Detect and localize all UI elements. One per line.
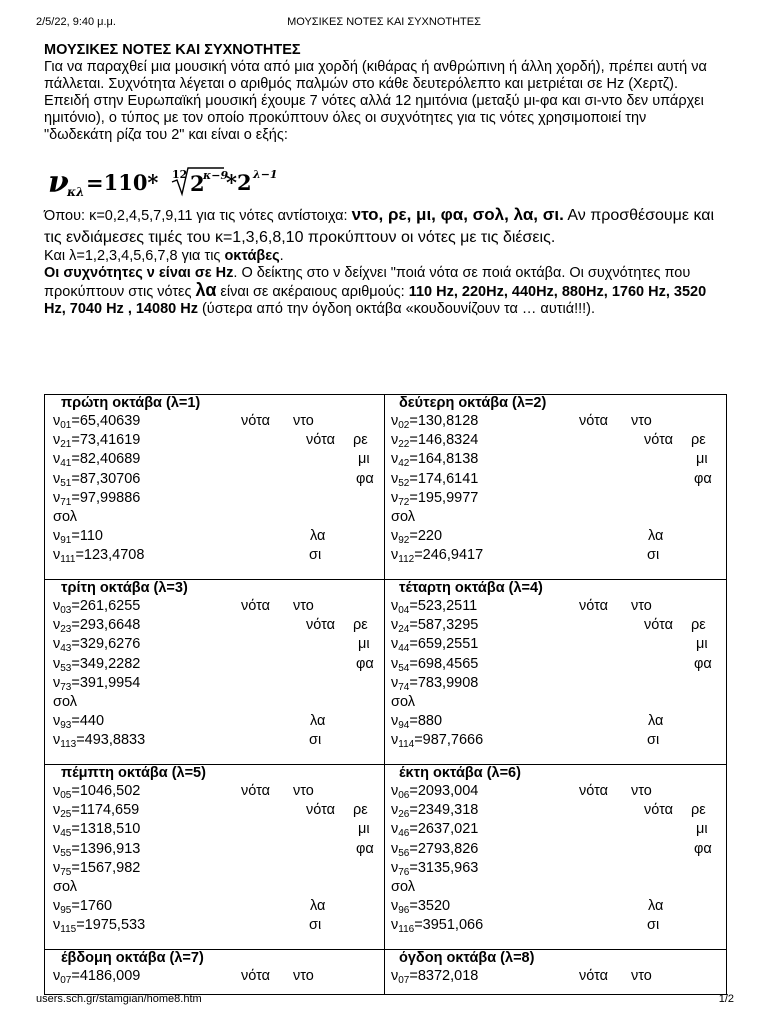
frequency-formula [46,158,716,204]
note-name: ντο [631,598,652,614]
note-name: σι [647,732,660,749]
note-frequency-row [391,859,726,878]
note-name: μι [358,636,370,653]
note-frequency: $\nu_{92}=220$ [391,528,443,547]
octave-cell [45,395,385,580]
print-title: ΜΟΥΣΙΚΕΣ ΝΟΤΕΣ ΚΑΙ ΣΥΧΝΟΤΗΤΕΣ [287,16,481,28]
note-frequency: $\nu_{113}=493,8833$ [53,732,146,751]
note-word: νότα [306,617,336,634]
frequency-value: =1396,913 [71,840,141,857]
note-frequency: $\nu_{22}=146,8324$ [391,432,479,451]
frequency-value: =73,41619 [71,432,141,449]
frequency-index: 53 [60,662,72,674]
k-values-paragraph [44,204,716,248]
note-frequency: $\nu_{07}=4186,009$ [53,968,141,986]
octave-title: έβδομη οκτάβα (λ=7) [61,950,204,966]
note-frequency: $\nu_{45}=1318,510$ [53,821,141,840]
note-name: λα [310,528,326,545]
k-values-sharps: Αν προσθέσουμε και τις ενδιάμεσες τιμές του κ=1,3,6,8,10 προκύπτουν οι νότες με τις διέσεις. [44,207,715,246]
frequency-value: =1760 [71,898,113,915]
note-name: σολ [53,508,77,525]
note-frequency-row [53,635,384,654]
note-frequency-row [391,431,726,450]
formula-nu: ν [48,165,69,200]
note-name: σι [309,917,322,934]
frequency-index: 51 [60,477,72,489]
frequency-index: 92 [398,535,410,547]
note-frequency: $\nu_{07}=8372,018$ [391,968,479,986]
octave-table-row [45,395,727,580]
octave-title: όγδοη οκτάβα (λ=8) [399,950,535,966]
frequency-value: =1567,982 [71,859,141,876]
octave-table-row [45,765,727,950]
note-word: νότα [579,413,609,429]
octave-cell [385,395,727,580]
note-frequency: $\nu_{114}=987,7666$ [391,732,484,751]
frequency-value: =261,6255 [71,598,141,614]
frequency-value: =349,2282 [71,655,141,672]
frequency-value: =4186,009 [71,968,141,984]
frequency-index: 02 [398,420,410,431]
note-word: νότα [579,968,609,984]
note-frequency: $\nu_{95}=1760$ [53,898,113,917]
octave-cell [45,765,385,950]
octave-title: τρίτη οκτάβα (λ=3) [61,580,188,596]
note-name: ντο [293,413,314,429]
note-name: φα [694,470,712,487]
frequency-index: 07 [398,975,410,986]
page-title: ΜΟΥΣΙΚΕΣ ΝΟΤΕΣ ΚΑΙ ΣΥΧΝΟΤΗΤΕΣ [44,42,301,58]
note-frequency-row [53,450,384,469]
frequency-index: 115 [60,924,77,936]
note-name: σολ [391,693,415,710]
note-frequency: $\nu_{41}=82,40689$ [53,451,141,470]
note-name: ντο [631,968,652,984]
frequency-value: =1174,659 [71,802,140,819]
note-word: νότα [241,968,271,984]
formula-root-index: 12 [172,168,188,181]
frequency-value: =493,8833 [76,732,146,749]
note-name: ντο [293,968,314,984]
frequency-index: 94 [398,720,410,732]
note-name: λα [310,898,326,915]
frequency-index: 72 [398,496,410,508]
document-body [44,42,716,318]
note-frequency: $\nu_{06}=2093,004$ [391,783,479,801]
frequency-index: 114 [398,739,415,751]
note-frequency: $\nu_{05}=1046,502$ [53,783,141,801]
frequency-index: 93 [60,720,72,732]
note-frequency: $\nu_{42}=164,8138$ [391,451,479,470]
note-frequency-row [391,782,726,801]
freq-text-b: είναι σε ακέραιους αριθμούς: [216,284,409,300]
frequency-value: =195,9977 [409,489,479,506]
frequency-index: 23 [60,624,72,636]
note-frequency: $\nu_{54}=698,4565$ [391,655,479,674]
note-name: ρε [691,432,706,449]
frequency-index: 44 [398,643,410,655]
frequency-value: =87,30706 [71,470,141,487]
note-frequency-row [391,916,726,935]
print-date: 2/5/22, 9:40 μ.μ. [36,16,116,28]
note-name: σολ [53,878,77,895]
formula-base: 2 [190,171,205,196]
note-frequency: $\nu_{24}=587,3295$ [391,617,479,636]
note-frequency: $\nu_{56}=2793,826$ [391,840,479,859]
note-frequency: $\nu_{55}=1396,913$ [53,840,141,859]
note-frequency-row [53,616,384,635]
note-name: φα [356,655,374,672]
note-frequency-row [391,546,726,565]
frequency-value: =2349,318 [409,802,479,819]
frequency-index: 26 [398,809,410,821]
octave-cell [45,950,385,995]
note-frequency: $\nu_{23}=293,6648$ [53,617,141,636]
note-frequency: $\nu_{02}=130,8128$ [391,413,479,431]
frequency-value: =82,40689 [71,451,141,468]
note-frequency-row [53,820,384,839]
frequency-value: =2793,826 [409,840,479,857]
note-name: σι [309,732,322,749]
k-values-notes: ντο, ρε, μι, φα, σολ, λα, σι. [351,205,564,224]
lambda-dot: . [279,248,284,264]
note-name: μι [358,451,370,468]
note-frequency-row [391,597,726,616]
frequency-value: =2637,021 [409,821,479,838]
note-name: ρε [691,617,706,634]
note-name: λα [648,528,664,545]
frequency-index: 22 [398,439,410,451]
note-frequency-row [53,801,384,820]
note-frequency-row [53,731,384,750]
note-word: νότα [306,802,336,819]
note-name: λα [648,713,664,730]
note-word: νότα [241,598,271,614]
freq-la-values: 110 Hz, 220Hz, 440Hz, 880Hz, 1760 Hz, 3520 Hz, 7040 Hz , 14080 Hz [44,284,707,317]
note-frequency: $\nu_{43}=329,6276$ [53,636,141,655]
frequency-index: 06 [398,790,410,801]
note-frequency-row [391,801,726,820]
note-name: μι [696,451,708,468]
note-frequency: $\nu_{44}=659,2551$ [391,636,479,655]
note-name: ρε [353,617,368,634]
frequency-index: 42 [398,458,410,470]
formula-exp1: κ−9 [203,169,229,182]
frequency-index: 24 [398,624,410,636]
frequency-value: =65,40639 [71,413,141,429]
note-frequency: $\nu_{91}=110$ [53,528,103,547]
frequency-value: =880 [409,713,443,730]
frequency-value: =110 [71,528,103,545]
frequency-value: =130,8128 [409,413,479,429]
octave-cell [385,765,727,950]
note-name: ντο [293,783,314,799]
note-name: σολ [391,508,415,525]
frequency-value: =1975,533 [76,917,146,934]
note-frequency: $\nu_{26}=2349,318$ [391,802,479,821]
note-name-row [391,508,726,527]
frequency-index: 45 [60,828,72,840]
note-frequency-row [53,840,384,859]
note-frequency: $\nu_{76}=3135,963$ [391,859,479,878]
note-name: ρε [353,802,368,819]
frequency-value: =164,8138 [409,451,479,468]
note-frequency-row [53,546,384,565]
note-frequency-row [53,470,384,489]
frequency-index: 01 [60,420,72,431]
freq-la: λα [195,280,217,300]
note-frequency: $\nu_{71}=97,99886$ [53,489,141,508]
note-name-row [391,693,726,712]
note-frequency: $\nu_{96}=3520$ [391,898,451,917]
frequency-value: =391,9954 [71,674,141,691]
frequency-index: 113 [60,739,77,751]
frequency-value: =523,2511 [409,598,478,614]
note-frequency: $\nu_{52}=174,6141$ [391,470,479,489]
note-name: φα [694,655,712,672]
note-name: μι [358,821,370,838]
formula-nu-sub: κλ [67,185,85,199]
note-frequency: $\nu_{112}=246,9417$ [391,547,484,566]
note-frequency: $\nu_{25}=1174,659$ [53,802,140,821]
frequency-index: 73 [60,681,72,693]
note-frequency-row [391,674,726,693]
frequency-index: 07 [60,975,72,986]
frequency-value: =3135,963 [409,859,479,876]
frequency-value: =659,2551 [409,636,479,653]
frequency-index: 25 [60,809,72,821]
note-name-row [391,878,726,897]
lambda-paragraph [44,248,716,265]
frequency-value: =97,99886 [71,489,141,506]
frequency-value: =440 [71,713,105,730]
note-frequency: $\nu_{75}=1567,982$ [53,859,141,878]
note-frequency-row [391,450,726,469]
note-name: φα [356,840,374,857]
octave-cell [385,580,727,765]
note-word: νότα [644,432,674,449]
freq-unit-note: Οι συχνότητες ν είναι σε Hz [44,265,234,281]
note-frequency-row [53,527,384,546]
note-frequency: $\nu_{46}=2637,021$ [391,821,479,840]
note-name: σι [309,547,322,564]
frequency-value: =587,3295 [409,617,479,634]
octaves-table [44,394,727,995]
octave-title: έκτη οκτάβα (λ=6) [399,765,521,781]
frequency-index: 95 [60,905,72,917]
note-frequency: $\nu_{115}=1975,533$ [53,917,146,936]
note-frequency-row [53,655,384,674]
intro-paragraph: Για να παραχθεί μια μουσική νότα από μια χορδή (κιθάρας ή ανθρώπινη ή άλλη χορδή), πρέπει αυτή να πάλλεται. Συχνότητα λέγεται ο αριθμός παλμών στο κάθε δευτερόλεπτο και μετριέται σε Hz (Χερτζ). Επειδή στην Ευρωπαϊκή μουσική έχουμε 7 νότες αλλά 12 ημιτόνια (μεταξύ μι-φα και σι-ντο δεν υπάρχει ημιτόνιο), ο τύπος με τον οποίο προκύπτουν όλες οι συχνότητες για τις νότες χρησιμοποιεί την "δωδεκάτη ρίζα του 2" και είναι ο εξής: [44,59,707,143]
freq-text-c: (ύστερα από την όγδοη οκτάβα «κουδουνίζουν τα … αυτιά!!!). [197,301,596,317]
note-frequency-row [53,597,384,616]
octave-title: τέταρτη οκτάβα (λ=4) [399,580,543,596]
note-word: νότα [306,432,336,449]
note-frequency: $\nu_{74}=783,9908$ [391,674,479,693]
note-name-row [53,878,384,897]
frequency-index: 56 [398,847,410,859]
note-frequency-row [391,655,726,674]
frequency-value: =698,4565 [409,655,479,672]
note-name: λα [648,898,664,915]
frequency-value: =246,9417 [414,547,484,564]
note-frequency-row [391,967,726,986]
frequency-index: 75 [60,866,72,878]
frequency-value: =783,9908 [409,674,479,691]
formula-mid: *2 [226,170,252,195]
note-frequency-row [53,412,384,431]
frequency-value: =220 [409,528,443,545]
frequency-index: 04 [398,605,410,616]
note-name: ρε [691,802,706,819]
note-word: νότα [644,802,674,819]
frequency-index: 74 [398,681,410,693]
note-frequency: $\nu_{04}=523,2511$ [391,598,478,616]
note-word: νότα [579,598,609,614]
note-name-row [53,693,384,712]
note-frequency-row [391,731,726,750]
note-frequency-row [391,897,726,916]
lambda-text: Και λ=1,2,3,4,5,6,7,8 για τις [44,248,225,264]
note-name: λα [310,713,326,730]
note-frequency: $\nu_{93}=440$ [53,713,105,732]
frequency-index: 111 [60,554,76,566]
note-frequency: $\nu_{01}=65,40639$ [53,413,141,431]
note-word: νότα [579,783,609,799]
note-name: μι [696,821,708,838]
frequency-value: =3520 [409,898,451,915]
page-number: 1/2 [718,993,734,1005]
note-frequency: $\nu_{03}=261,6255$ [53,598,141,616]
note-frequency: $\nu_{51}=87,30706$ [53,470,141,489]
k-values-text: Όπου: κ=0,2,4,5,7,9,11 για τις νότες αντίστοιχα: [44,208,352,224]
frequency-index: 76 [398,866,410,878]
note-frequency-row [391,470,726,489]
frequency-value: =146,8324 [409,432,479,449]
page-url: users.sch.gr/stamgian/home8.htm [36,993,202,1005]
note-frequency-row [391,527,726,546]
note-frequency-row [391,840,726,859]
frequency-index: 71 [60,496,72,508]
note-frequency: $\nu_{116}=3951,066$ [391,917,484,936]
frequency-index: 91 [60,535,72,547]
formula-graphic [46,158,306,204]
note-frequency: $\nu_{21}=73,41619$ [53,432,141,451]
note-name: μι [696,636,708,653]
octave-title: δεύτερη οκτάβα (λ=2) [399,395,547,411]
frequency-value: =123,4708 [75,547,145,564]
frequency-index: 52 [398,477,410,489]
note-frequency-row [391,412,726,431]
frequency-value: =293,6648 [71,617,141,634]
note-name: ντο [631,413,652,429]
frequency-index: 03 [60,605,72,616]
note-frequency-row [53,782,384,801]
frequency-value: =2093,004 [409,783,479,799]
frequency-value: =174,6141 [409,470,479,487]
note-word: νότα [241,783,271,799]
octaves-table-body [45,395,727,995]
note-name: σι [647,547,660,564]
frequency-index: 112 [398,554,415,566]
octave-title: πέμπτη οκτάβα (λ=5) [61,765,206,781]
frequency-index: 96 [398,905,410,917]
frequency-index: 21 [60,439,72,451]
formula-eq: =110* [86,170,159,195]
frequency-index: 41 [60,458,72,470]
frequency-value: =3951,066 [414,917,484,934]
frequency-value: =987,7666 [414,732,484,749]
frequency-value: =1046,502 [71,783,141,799]
note-frequency: $\nu_{72}=195,9977$ [391,489,479,508]
note-frequency-row [53,674,384,693]
note-name-row [53,508,384,527]
note-frequency: $\nu_{111}=123,4708$ [53,547,145,566]
note-frequency: $\nu_{73}=391,9954$ [53,674,141,693]
note-name: ρε [353,432,368,449]
note-frequency-row [53,897,384,916]
note-frequency-row [391,616,726,635]
frequency-index: 55 [60,847,72,859]
frequency-index: 116 [398,924,415,936]
frequency-index: 05 [60,790,72,801]
note-name: φα [356,470,374,487]
note-frequency-row [53,916,384,935]
note-name: ντο [293,598,314,614]
frequency-index: 43 [60,643,72,655]
note-frequency-row [53,859,384,878]
note-frequency-row [53,489,384,508]
octave-table-row [45,580,727,765]
frequencies-paragraph [44,265,716,318]
note-frequency-row [53,712,384,731]
note-name: σολ [391,878,415,895]
note-frequency-row [53,967,384,986]
note-name: ντο [631,783,652,799]
octave-cell [385,950,727,995]
note-frequency-row [391,635,726,654]
note-frequency-row [391,489,726,508]
frequency-index: 46 [398,828,410,840]
note-word: νότα [644,617,674,634]
frequency-value: =8372,018 [409,968,479,984]
note-frequency-row [391,712,726,731]
note-name: σολ [53,693,77,710]
frequency-value: =329,6276 [71,636,141,653]
note-frequency: $\nu_{94}=880$ [391,713,443,732]
frequency-index: 54 [398,662,410,674]
note-name: σι [647,917,660,934]
octave-cell [45,580,385,765]
octave-title: πρώτη οκτάβα (λ=1) [61,395,201,411]
freq-text-a: . Ο δείκτης στο ν δείχνει "ποιά νότα σε ποιά οκτάβα. Οι συχνότητες που προκύπτουν στις νότες [44,265,691,300]
note-frequency-row [391,820,726,839]
note-frequency-row [53,431,384,450]
frequency-value: =1318,510 [71,821,141,838]
note-word: νότα [241,413,271,429]
lambda-octaves: οκτάβες [224,248,280,264]
octave-table-row [45,950,727,995]
formula-exp2: λ−1 [253,168,278,181]
note-frequency: $\nu_{53}=349,2282$ [53,655,141,674]
note-name: φα [694,840,712,857]
